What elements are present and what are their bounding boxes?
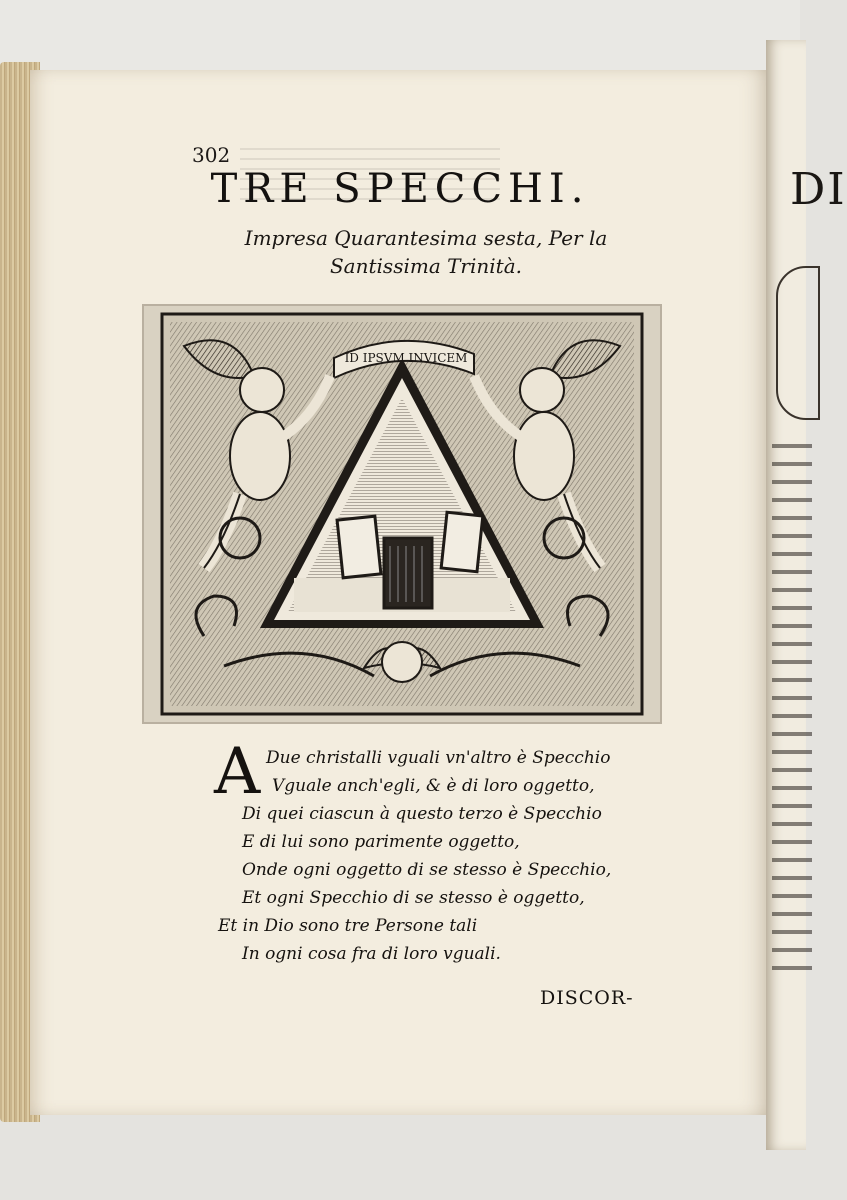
verse-line-6: Et ogni Specchio di se stesso è oggetto, [242,888,585,908]
page-number: 302 [192,143,231,167]
subtitle-line-2: Santissima Trinità. [329,254,522,278]
verse-line-2: Vguale anch'egli, & è di loro oggetto, [272,776,595,796]
subtitle-line-1: Impresa Quarantesima sesta, Per la [244,226,608,250]
facing-page-ornament [776,266,820,420]
verse-line-4: E di lui sono parimente oggetto, [242,832,520,852]
backdrop [0,0,800,70]
catchword: DISCOR- [540,987,634,1009]
emblem-engraving [144,306,660,722]
emblem-subtitle [226,224,626,280]
facing-page-heading: DI [790,164,847,215]
drop-cap: A [214,735,261,809]
emblem-motto: ID IPSVM INVICEM [344,351,468,365]
mirror-right [441,512,483,571]
verse-line-8: In ogni cosa fra di loro vguali. [242,944,501,964]
mirror-center [384,538,432,608]
page-title: TRE SPECCHI. [210,166,590,212]
verse-line-5: Onde ogni oggetto di se stesso è Specchio, [242,860,612,880]
engraved-emblem [142,304,662,724]
verse-line-7: Et in Dio sono tre Persone tali [218,916,478,936]
verse-line-3: Di quei ciascun à questo terzo è Specchio [242,804,602,824]
facing-page-text-block [772,430,812,984]
mirror-left [337,516,381,578]
verse-line-1: Due christalli vguali vn'altro è Specchio [266,748,611,768]
